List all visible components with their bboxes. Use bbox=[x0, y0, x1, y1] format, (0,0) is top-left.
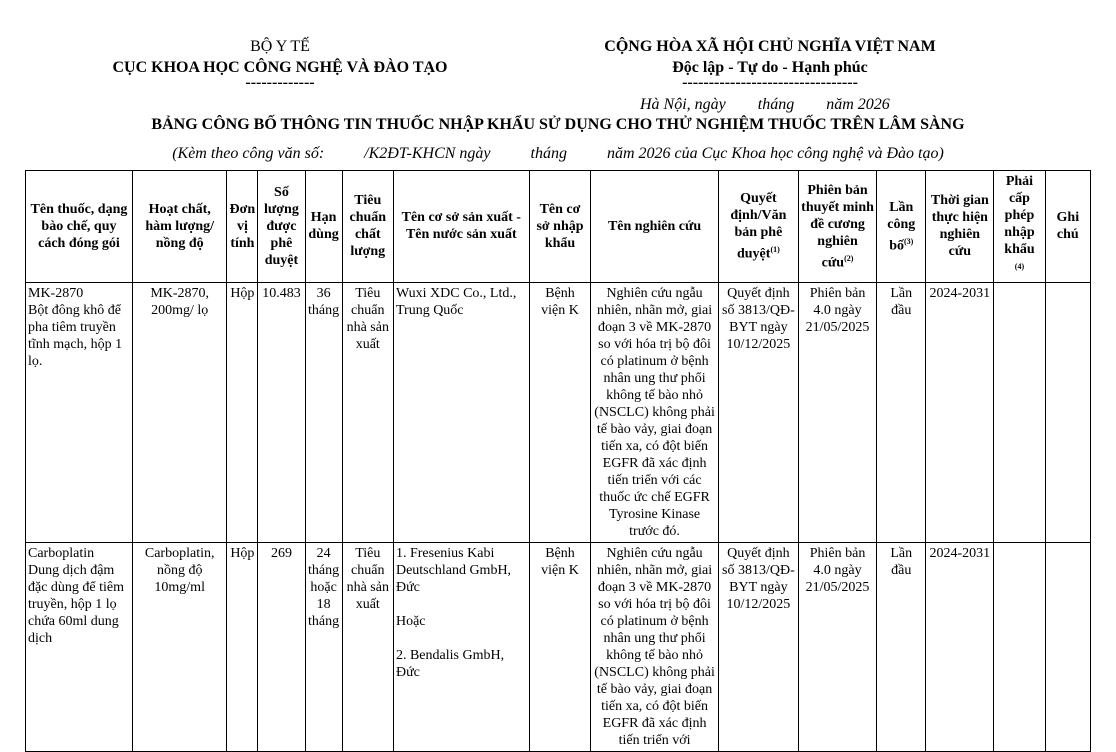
document-subtitle: (Kèm theo công văn số: /K2ĐT-KHCN ngày tháng năm 2026 của Cục Khoa học công nghệ và Đào tạo) bbox=[172, 145, 944, 162]
col-header-decision-label: Quyết định/Văn bản phê duyệt bbox=[730, 191, 787, 262]
cell-decision: Quyết định số 3813/QĐ-BYT ngày 10/12/2025 bbox=[718, 542, 798, 751]
cell-unit: Hộp bbox=[227, 282, 258, 542]
cell-manufacturer: 1. Fresenius Kabi Deutschland GmbH, Đức Hoặc 2. Bendalis GmbH, Đức bbox=[393, 542, 529, 751]
cell-standard: Tiêu chuẩn nhà sản xuất bbox=[342, 542, 393, 751]
table-header-row bbox=[26, 171, 1091, 283]
header-divider-right: --------------------------------- bbox=[682, 74, 858, 91]
cell-note bbox=[1045, 282, 1090, 542]
cell-announce: Lần đầu bbox=[877, 282, 926, 542]
cell-importer: Bệnh viện K bbox=[529, 282, 591, 542]
col-header-decision bbox=[718, 171, 798, 283]
cell-period: 2024-2031 bbox=[926, 282, 994, 542]
col-header-version-label: Phiên bản thuyết minh đề cương nghiên cứu bbox=[801, 182, 874, 271]
national-header bbox=[560, 36, 980, 91]
cell-decision: Quyết định số 3813/QĐ-BYT ngày 10/12/2025 bbox=[718, 282, 798, 542]
header-divider-left: ------------- bbox=[245, 74, 315, 91]
table-row bbox=[26, 282, 1091, 542]
cell-unit: Hộp bbox=[227, 542, 258, 751]
cell-study: Nghiên cứu ngẫu nhiên, nhãn mở, giai đoạn 3 về MK-2870 so với hóa trị bộ đôi có platinum ở bệnh nhân ung thư phổi không tế bào nhỏ (NSCLC) không phải tế bào vảy, giai đoạn tiến xa, có đột biến EGFR đã xác định tiến triển với các thuốc ức chế EGFR Tyrosine Kinase trước đó. bbox=[591, 282, 718, 542]
date-line: Hà Nội, ngày tháng năm 2026 bbox=[640, 96, 890, 113]
col-header-standard: Tiêu chuẩn chất lượng bbox=[342, 171, 393, 283]
col-header-license bbox=[994, 171, 1045, 283]
cell-drug: MK-2870 Bột đông khô để pha tiêm truyền tĩnh mạch, hộp 1 lọ. bbox=[26, 282, 133, 542]
department-name: CỤC KHOA HỌC CÔNG NGHỆ VÀ ĐÀO TẠO bbox=[112, 59, 448, 76]
cell-expiry: 36 tháng bbox=[305, 282, 342, 542]
document-title: BẢNG CÔNG BỐ THÔNG TIN THUỐC NHẬP KHẨU SỬ DỤNG CHO THỬ NGHIỆM THUỐC TRÊN LÂM SÀNG bbox=[151, 116, 965, 133]
col-header-expiry: Hạn dùng bbox=[305, 171, 342, 283]
cell-version: Phiên bản 4.0 ngày 21/05/2025 bbox=[798, 282, 876, 542]
col-header-announce-label: Lần công bố bbox=[887, 199, 916, 254]
col-header-manufacturer: Tên cơ sở sản xuất - Tên nước sản xuất bbox=[393, 171, 529, 283]
col-header-ingredient: Hoạt chất, hàm lượng/ nồng độ bbox=[132, 171, 227, 283]
cell-license bbox=[994, 282, 1045, 542]
cell-license bbox=[994, 542, 1045, 751]
col-header-drug: Tên thuốc, dạng bào chế, quy cách đóng gói bbox=[26, 171, 133, 283]
footnote-1: (1) bbox=[770, 245, 780, 254]
cell-quantity: 10.483 bbox=[258, 282, 305, 542]
cell-drug: Carboplatin Dung dịch đậm đặc dùng để tiêm truyền, hộp 1 lọ chứa 60ml dung dịch bbox=[26, 542, 133, 751]
cell-manufacturer: Wuxi XDC Co., Ltd., Trung Quốc bbox=[393, 282, 529, 542]
drug-table bbox=[25, 170, 1091, 752]
agency-header bbox=[60, 36, 500, 91]
col-header-quantity: Số lượng được phê duyệt bbox=[258, 171, 305, 283]
cell-quantity: 269 bbox=[258, 542, 305, 751]
national-motto: Độc lập - Tự do - Hạnh phúc bbox=[672, 59, 868, 76]
col-header-version bbox=[798, 171, 876, 283]
col-header-study: Tên nghiên cứu bbox=[591, 171, 718, 283]
ministry-name: BỘ Y TẾ bbox=[250, 38, 310, 55]
footnote-3: (3) bbox=[903, 236, 914, 246]
cell-ingredient: Carboplatin, nồng độ 10mg/ml bbox=[132, 542, 227, 751]
cell-ingredient: MK-2870, 200mg/ lọ bbox=[132, 282, 227, 542]
cell-standard: Tiêu chuẩn nhà sản xuất bbox=[342, 282, 393, 542]
cell-importer: Bệnh viện K bbox=[529, 542, 591, 751]
cell-version: Phiên bản 4.0 ngày 21/05/2025 bbox=[798, 542, 876, 751]
col-header-unit: Đơn vị tính bbox=[227, 171, 258, 283]
cell-expiry: 24 tháng hoặc 18 tháng bbox=[305, 542, 342, 751]
cell-note bbox=[1045, 542, 1090, 751]
table-row bbox=[26, 542, 1091, 751]
col-header-announce bbox=[877, 171, 926, 283]
country-name: CỘNG HÒA XÃ HỘI CHỦ NGHĨA VIỆT NAM bbox=[604, 38, 936, 55]
col-header-importer: Tên cơ sở nhập khẩu bbox=[529, 171, 591, 283]
footnote-4: (4) bbox=[1014, 262, 1025, 271]
cell-period: 2024-2031 bbox=[926, 542, 994, 751]
footnote-2: (2) bbox=[844, 253, 854, 263]
col-header-license-label: Phải cấp phép nhập khẩu bbox=[1004, 174, 1035, 257]
col-header-note: Ghi chú bbox=[1045, 171, 1090, 283]
cell-study: Nghiên cứu ngẫu nhiên, nhãn mở, giai đoạn 3 về MK-2870 so với hóa trị bộ đôi có platinum ở bệnh nhân ung thư phổi không tế bào nhỏ (NSCLC) không phải tế bào vảy, giai đoạn tiến xa, có đột biến EGFR đã xác định tiến triển với bbox=[591, 542, 718, 751]
col-header-period: Thời gian thực hiện nghiên cứu bbox=[926, 171, 994, 283]
cell-announce: Lần đầu bbox=[877, 542, 926, 751]
